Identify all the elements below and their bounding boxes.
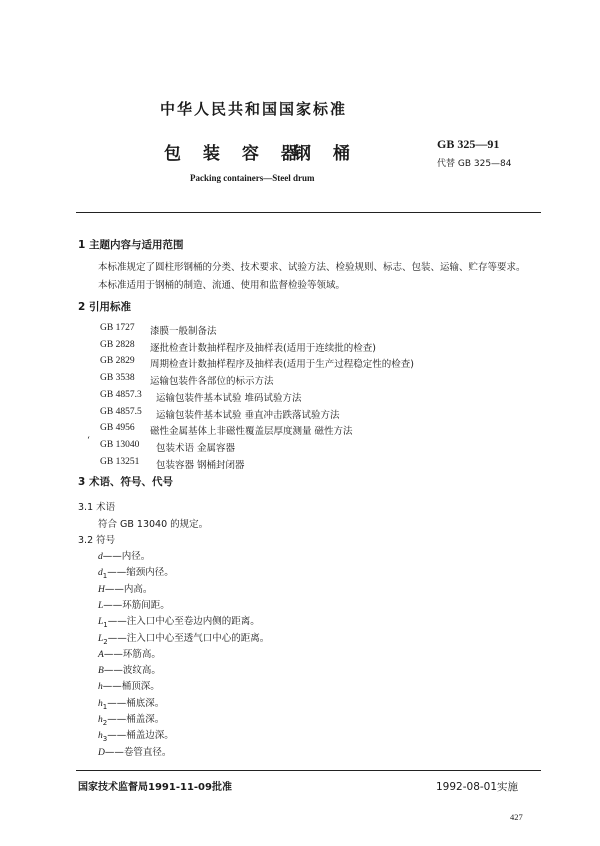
reference-title: 逐批检查计数抽样程序及抽样表(适用于连续批的检查) <box>150 342 376 354</box>
section-3-2-heading: 3.2 符号 <box>78 535 116 546</box>
stray-mark: ‘ <box>87 436 90 446</box>
symbol-row <box>98 613 260 629</box>
symbol-row <box>98 662 161 676</box>
symbol-description: ——注入口中心至透气口中心的距离。 <box>107 632 270 644</box>
bottom-divider <box>76 770 541 771</box>
reference-title: 运输包装件基本试验 堆码试验方法 <box>156 392 302 404</box>
section-3-heading: 3 术语、符号、代号 <box>78 476 173 488</box>
implementation-date: 1992-08-01实施 <box>436 781 519 793</box>
reference-title: 包装术语 金属容器 <box>156 442 236 454</box>
symbol-description: ——桶盖深。 <box>107 714 165 725</box>
symbol-row <box>98 646 161 660</box>
symbol-description: ——卷管直径。 <box>104 746 172 758</box>
symbol-letter: H <box>98 584 105 595</box>
symbol-letter: d <box>98 552 103 562</box>
symbol-row <box>98 695 164 711</box>
symbol-subscript: 2 <box>103 637 108 646</box>
section-3-1-text: 符合 GB 13040 的规定。 <box>98 519 209 530</box>
symbol-description: ——环筋间距。 <box>103 599 170 611</box>
document-title-sub: 钢 桶 <box>294 144 358 164</box>
symbol-description: ——桶盖边深。 <box>107 730 174 742</box>
symbol-row <box>98 630 269 646</box>
reference-title: 漆膜一般制备法 <box>150 326 217 337</box>
document-title: 包 装 容 器 <box>164 144 306 164</box>
symbol-description: ——桶底深。 <box>107 697 165 709</box>
symbol-subscript: 3 <box>102 735 108 744</box>
symbol-letter: h <box>98 698 103 709</box>
symbol-letter: L <box>98 600 104 611</box>
reference-title: 运输包装件各部位的标示方法 <box>150 376 274 388</box>
symbol-letter: L <box>98 617 104 628</box>
symbol-row <box>98 711 164 727</box>
symbol-letter: h <box>98 731 103 742</box>
symbol-row <box>98 548 150 562</box>
symbol-letter: h <box>98 715 103 725</box>
symbol-subscript: 1 <box>102 702 108 711</box>
symbol-subscript: 1 <box>102 572 108 581</box>
reference-code: GB 2828 <box>100 339 135 350</box>
symbol-letter: A <box>98 649 104 660</box>
symbol-row <box>98 564 174 580</box>
symbol-letter: h <box>98 682 103 693</box>
reference-code: GB 2829 <box>100 356 135 367</box>
symbol-subscript: 2 <box>102 718 108 727</box>
reference-title: 运输包装件基本试验 垂直冲击跌落试验方法 <box>156 409 340 421</box>
section-1-paragraph-2: 本标准适用于钢桶的制造、流通、使用和监督检验等领域。 <box>98 280 346 291</box>
reference-title: 磁性金属基体上非磁性覆盖层厚度测量 磁性方法 <box>150 426 353 438</box>
standard-code: GB 325—91 <box>437 137 500 151</box>
reference-code: GB 4956 <box>100 423 135 434</box>
symbol-letter: D <box>98 747 105 758</box>
symbol-row <box>98 581 152 595</box>
reference-code: GB 3538 <box>100 373 135 384</box>
top-divider <box>76 212 541 213</box>
symbol-row <box>98 597 170 611</box>
reference-title: 包装容器 钢桶封闭器 <box>156 459 245 471</box>
section-2-heading: 2 引用标准 <box>78 301 131 313</box>
replaces-note: 代替 GB 325—84 <box>437 159 512 169</box>
english-title: Packing containers—Steel drum <box>190 173 315 183</box>
symbol-row <box>98 678 160 692</box>
section-3-1-heading: 3.1 术语 <box>78 502 116 513</box>
page-number: 427 <box>510 812 523 822</box>
approval-line: 国家技术监督局1991-11-09批准 <box>78 782 232 793</box>
reference-title: 周期检查计数抽样程序及抽样表(适用于生产过程稳定性的检查) <box>150 359 414 371</box>
symbol-subscript: 1 <box>103 621 108 630</box>
reference-code: GB 1727 <box>100 323 135 333</box>
symbol-description: ——内径。 <box>102 551 151 562</box>
reference-code: GB 13251 <box>100 456 140 467</box>
national-standard-heading: 中华人民共和国国家标准 <box>160 100 348 118</box>
section-1-paragraph-1: 本标准规定了圆柱形钢桶的分类、技术要求、试验方法、检验规则、标志、包装、运输、贮存等要求。 <box>98 262 526 273</box>
reference-code: GB 4857.3 <box>100 389 142 400</box>
symbol-letter: d <box>98 568 103 579</box>
reference-code: GB 4857.5 <box>100 406 142 417</box>
section-1-heading: 1 主题内容与适用范围 <box>78 239 184 251</box>
symbol-description: ——桶顶深。 <box>102 681 160 693</box>
symbol-letter: B <box>98 666 104 677</box>
symbol-letter: L <box>98 633 104 644</box>
symbol-row <box>98 744 171 758</box>
reference-code: GB 13040 <box>100 439 140 450</box>
symbol-description: ——波纹高。 <box>103 665 161 677</box>
symbol-description: ——内高。 <box>104 583 153 595</box>
symbol-description: ——注入口中心至卷边内侧的距离。 <box>107 616 260 628</box>
symbol-description: ——环筋高。 <box>103 648 161 660</box>
symbol-row <box>98 727 174 743</box>
symbol-description: ——缩颈内径。 <box>107 567 174 579</box>
